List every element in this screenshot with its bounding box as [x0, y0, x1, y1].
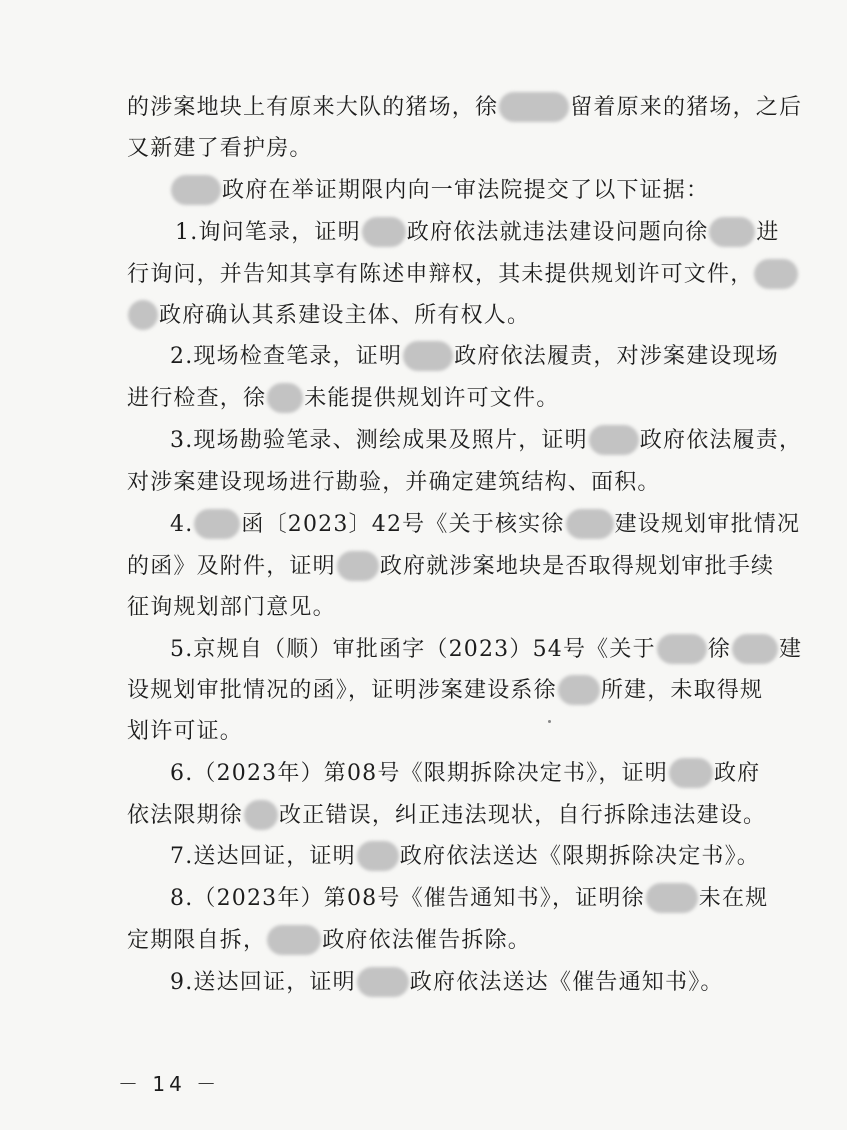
- redaction-blur: [646, 883, 698, 913]
- redaction-blur: [732, 634, 778, 664]
- redaction-blur: [194, 509, 240, 539]
- speck-mark: [548, 720, 551, 723]
- text-line: [127, 92, 802, 124]
- text-segment: 政府确认其系建设主体、所有权人。: [159, 303, 531, 328]
- text-line: [127, 551, 774, 583]
- text-line: [127, 716, 243, 748]
- text-segment: 建: [778, 637, 803, 662]
- text-segment: 的函》及附件，证明: [127, 554, 336, 579]
- text-segment: 进: [756, 220, 780, 245]
- redaction-blur: [337, 551, 379, 581]
- text-segment: 政府依法送达《催告通知书》。: [409, 970, 724, 995]
- text-segment: 政府依法履责，: [639, 428, 803, 453]
- text-line: [170, 634, 802, 666]
- redaction-blur: [267, 925, 321, 955]
- text-segment: 行询问，并告知其享有陈述申辩权，其未提供规划许可文件，: [127, 262, 754, 287]
- redaction-blur: [171, 175, 221, 205]
- text-segment: 1.询问笔录，证明: [175, 220, 361, 245]
- text-segment: 8.（2023年）第08号《催告通知书》，证明徐: [170, 886, 645, 911]
- redaction-blur: [709, 217, 755, 247]
- text-segment: 对涉案建设现场进行勘验，并确定建筑结构、面积。: [127, 470, 661, 495]
- text-line: [127, 383, 559, 415]
- redaction-blur: [669, 758, 713, 788]
- page-number: － 14 －: [118, 1072, 221, 1096]
- text-segment: 6.（2023年）第08号《限期拆除决定书》，证明: [170, 761, 668, 786]
- text-line: [170, 509, 800, 541]
- text-line: [127, 800, 766, 832]
- text-segment: 政府: [713, 761, 761, 786]
- redaction-blur: [657, 634, 707, 664]
- text-line: [127, 925, 531, 957]
- text-segment: 未在规: [698, 886, 769, 911]
- redaction-blur: [403, 341, 453, 371]
- text-segment: 进行检查，徐: [127, 386, 267, 411]
- text-segment: 的涉案地块上有原来大队的猪场，徐: [127, 95, 499, 120]
- text-line: [170, 883, 768, 915]
- redaction-blur: [558, 675, 600, 705]
- text-segment: 政府就涉案地块是否取得规划审批手续: [379, 554, 775, 579]
- text-line: [170, 425, 802, 457]
- redaction-blur: [754, 259, 798, 289]
- text-segment: 政府依法送达《限期拆除决定书》。: [399, 844, 760, 869]
- text-segment: 3.现场勘验笔录、测绘成果及照片，证明: [170, 428, 588, 453]
- text-line: [127, 259, 799, 291]
- redaction-blur: [244, 800, 278, 830]
- redaction-blur: [566, 509, 614, 539]
- text-line: [170, 341, 779, 373]
- text-line: [175, 217, 780, 249]
- redaction-blur: [267, 383, 303, 413]
- text-segment: 政府依法履责，对涉案建设现场: [454, 344, 780, 369]
- text-segment: 政府在举证期限内向一审法院提交了以下证据：: [222, 178, 710, 203]
- redaction-blur: [357, 841, 399, 871]
- text-segment: 划许可证。: [127, 719, 244, 744]
- text-segment: 建设规划审批情况: [614, 512, 801, 537]
- redaction-blur: [589, 425, 639, 455]
- text-line: [127, 467, 661, 499]
- text-segment: 改正错误，纠正违法现状，自行拆除违法建设。: [279, 803, 767, 828]
- redaction-blur: [357, 967, 409, 997]
- text-line: [170, 758, 760, 790]
- text-segment: 5.京规自（顺）审批函字（2023）54号《关于: [170, 637, 656, 662]
- text-segment: 9.送达回证，证明: [170, 970, 356, 995]
- text-segment: 定期限自拆，: [127, 928, 267, 953]
- text-segment: 留着原来的猪场，之后: [570, 95, 803, 120]
- redaction-blur: [362, 217, 406, 247]
- text-line: [127, 675, 763, 707]
- text-segment: 政府依法就违法建设问题向徐: [406, 220, 709, 245]
- text-segment: 2.现场检查笔录，证明: [170, 344, 403, 369]
- text-segment: 设规划审批情况的函》，证明涉案建设系徐: [127, 678, 557, 703]
- text-segment: 依法限期徐: [127, 803, 244, 828]
- text-segment: 函〔2023〕42号《关于核实徐: [241, 512, 565, 537]
- text-line: [170, 175, 709, 207]
- text-segment: 4.: [170, 512, 194, 537]
- text-segment: 又新建了看护房。: [127, 136, 313, 161]
- text-line: [127, 592, 336, 624]
- text-segment: 7.送达回证，证明: [170, 844, 356, 869]
- text-segment: 所建，未取得规: [600, 678, 764, 703]
- text-line: [170, 841, 760, 873]
- text-line: [127, 133, 313, 165]
- text-line: [170, 967, 724, 999]
- text-line: [127, 300, 530, 332]
- text-segment: 征询规划部门意见。: [127, 595, 336, 620]
- text-segment: 政府依法催告拆除。: [322, 928, 532, 953]
- text-segment: 未能提供规划许可文件。: [304, 386, 560, 411]
- text-segment: 徐: [707, 637, 731, 662]
- redaction-blur: [128, 300, 158, 330]
- redaction-blur: [499, 92, 569, 122]
